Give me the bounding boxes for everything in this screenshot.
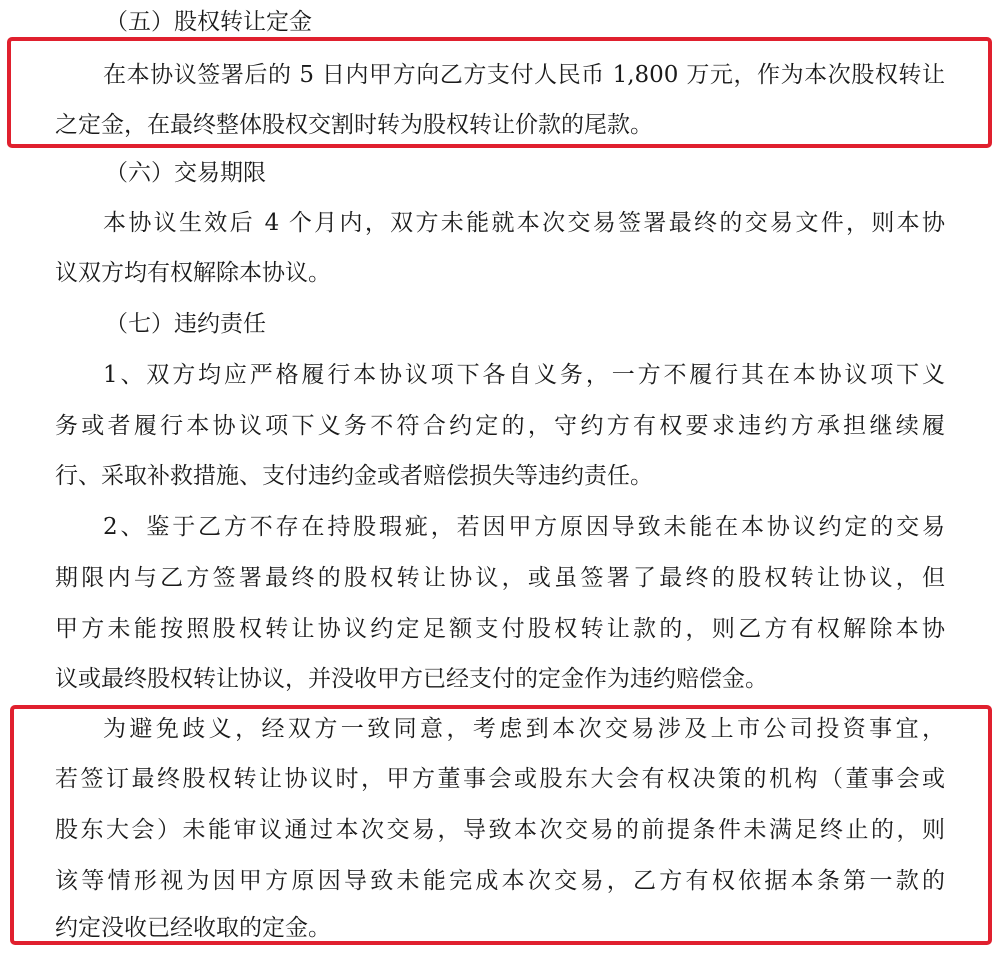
section-7-clause-2-line: 2、鉴于乙方不存在持股瑕疵，若因甲方原因导致未能在本协议约定的交易	[103, 514, 945, 540]
section-7-clause-3-line: 股东大会）未能审议通过本次交易，导致本次交易的前提条件未满足终止的，则	[55, 817, 945, 843]
section-7-clause-3-line: 为避免歧义，经双方一致同意，考虑到本次交易涉及上市公司投资事宜，	[103, 716, 945, 742]
section-7-clause-3-line: 该等情形视为因甲方原因导致未能完成本次交易，乙方有权依据本条第一款的	[55, 868, 945, 894]
section-7-clause-1-line: 行、采取补救措施、支付违约金或者赔偿损失等违约责任。	[55, 463, 653, 489]
section-7-heading: （七）违约责任	[105, 311, 266, 337]
section-7-clause-2-line: 甲方未能按照股权转让协议约定足额支付股权转让款的，则乙方有权解除本协	[55, 616, 945, 642]
section-7-clause-1-line: 1、双方均应严格履行本协议项下各自义务，一方不履行其在本协议项下义	[103, 362, 945, 388]
section-5-heading: （五）股权转让定金	[105, 9, 312, 35]
section-7-clause-2-line: 议或最终股权转让协议，并没收甲方已经支付的定金作为违约赔偿金。	[55, 666, 768, 692]
section-6-heading: （六）交易期限	[105, 160, 266, 186]
section-5-paragraph-line: 在本协议签署后的 5 日内甲方向乙方支付人民币 1,800 万元，作为本次股权转让	[103, 62, 945, 88]
section-6-paragraph-line: 本协议生效后 4 个月内，双方未能就本次交易签署最终的交易文件，则本协	[103, 210, 945, 236]
section-7-clause-3-line: 约定没收已经收取的定金。	[55, 915, 331, 941]
section-7-clause-3-line: 若签订最终股权转让协议时，甲方董事会或股东大会有权决策的机构（董事会或	[55, 766, 945, 792]
section-6-paragraph-line: 议双方均有权解除本协议。	[55, 260, 331, 286]
section-7-clause-2-line: 期限内与乙方签署最终的股权转让协议，或虽签署了最终的股权转让协议，但	[55, 565, 945, 591]
section-5-paragraph-line: 之定金，在最终整体股权交割时转为股权转让价款的尾款。	[55, 112, 653, 138]
section-7-clause-1-line: 务或者履行本协议项下义务不符合约定的，守约方有权要求违约方承担继续履	[55, 413, 945, 439]
